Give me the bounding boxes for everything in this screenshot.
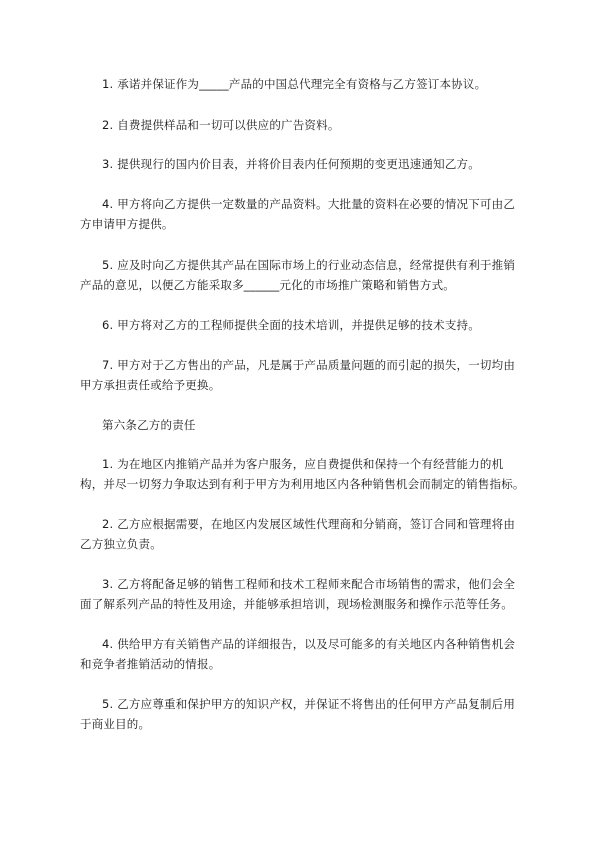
paragraph-7: 7. 甲方对于乙方售出的产品，凡是属于产品质量问题的而引起的损失，一切均由甲方承担责任或给予更换。 <box>80 358 516 392</box>
paragraph-3: 3. 提供现行的国内价目表，并将价目表内任何预期的变更迅速通知乙方。 <box>102 157 480 171</box>
paragraph-1: 1. 承诺并保证作为_____产品的中国总代理完全有资格与乙方签订本协议。 <box>102 77 487 91</box>
paragraph-12: 5. 乙方应尊重和保护甲方的知识产权，并保证不将售出的任何甲方产品复制后用于商业目的。 <box>80 697 516 731</box>
paragraph-2: 2. 自费提供样品和一切可以供应的广告资料。 <box>102 118 340 132</box>
paragraph-10: 3. 乙方将配备足够的销售工程师和技术工程师来配合市场销售的需求，他们会全面了解系列产品的特性及用途，并能够承担培训，现场检测服务和操作示范等任务。 <box>80 577 516 611</box>
document-page <box>80 0 526 842</box>
paragraph-4: 4. 甲方将向乙方提供一定数量的产品资料。大批量的资料在必要的情况下可由乙方申请甲方提供。 <box>80 197 516 231</box>
paragraph-8: 1. 为在地区内推销产品并为客户服务，应自费提供和保持一个有经营能力的机构，并尽一切努力争取达到有利于甲方为利用地区内各种销售机会而制定的销售指标。 <box>80 457 525 491</box>
paragraph-5: 5. 应及时向乙方提供其产品在国际市场上的行业动态信息，经常提供有利于推销产品的意见，以便乙方能采取多______元化的市场推广策略和销售方式。 <box>80 258 516 292</box>
paragraph-11: 4. 供给甲方有关销售产品的详细报告，以及尽可能多的有关地区内各种销售机会和竞争者推销活动的情报。 <box>80 637 516 671</box>
paragraph-6: 6. 甲方将对乙方的工程师提供全面的技术培训，并提供足够的技术支持。 <box>102 318 480 332</box>
paragraph-9: 2. 乙方应根据需要，在地区内发展区域性代理商和分销商，签订合同和管理将由乙方独立负责。 <box>80 517 516 551</box>
section-heading: 第六条乙方的责任 <box>102 418 196 432</box>
